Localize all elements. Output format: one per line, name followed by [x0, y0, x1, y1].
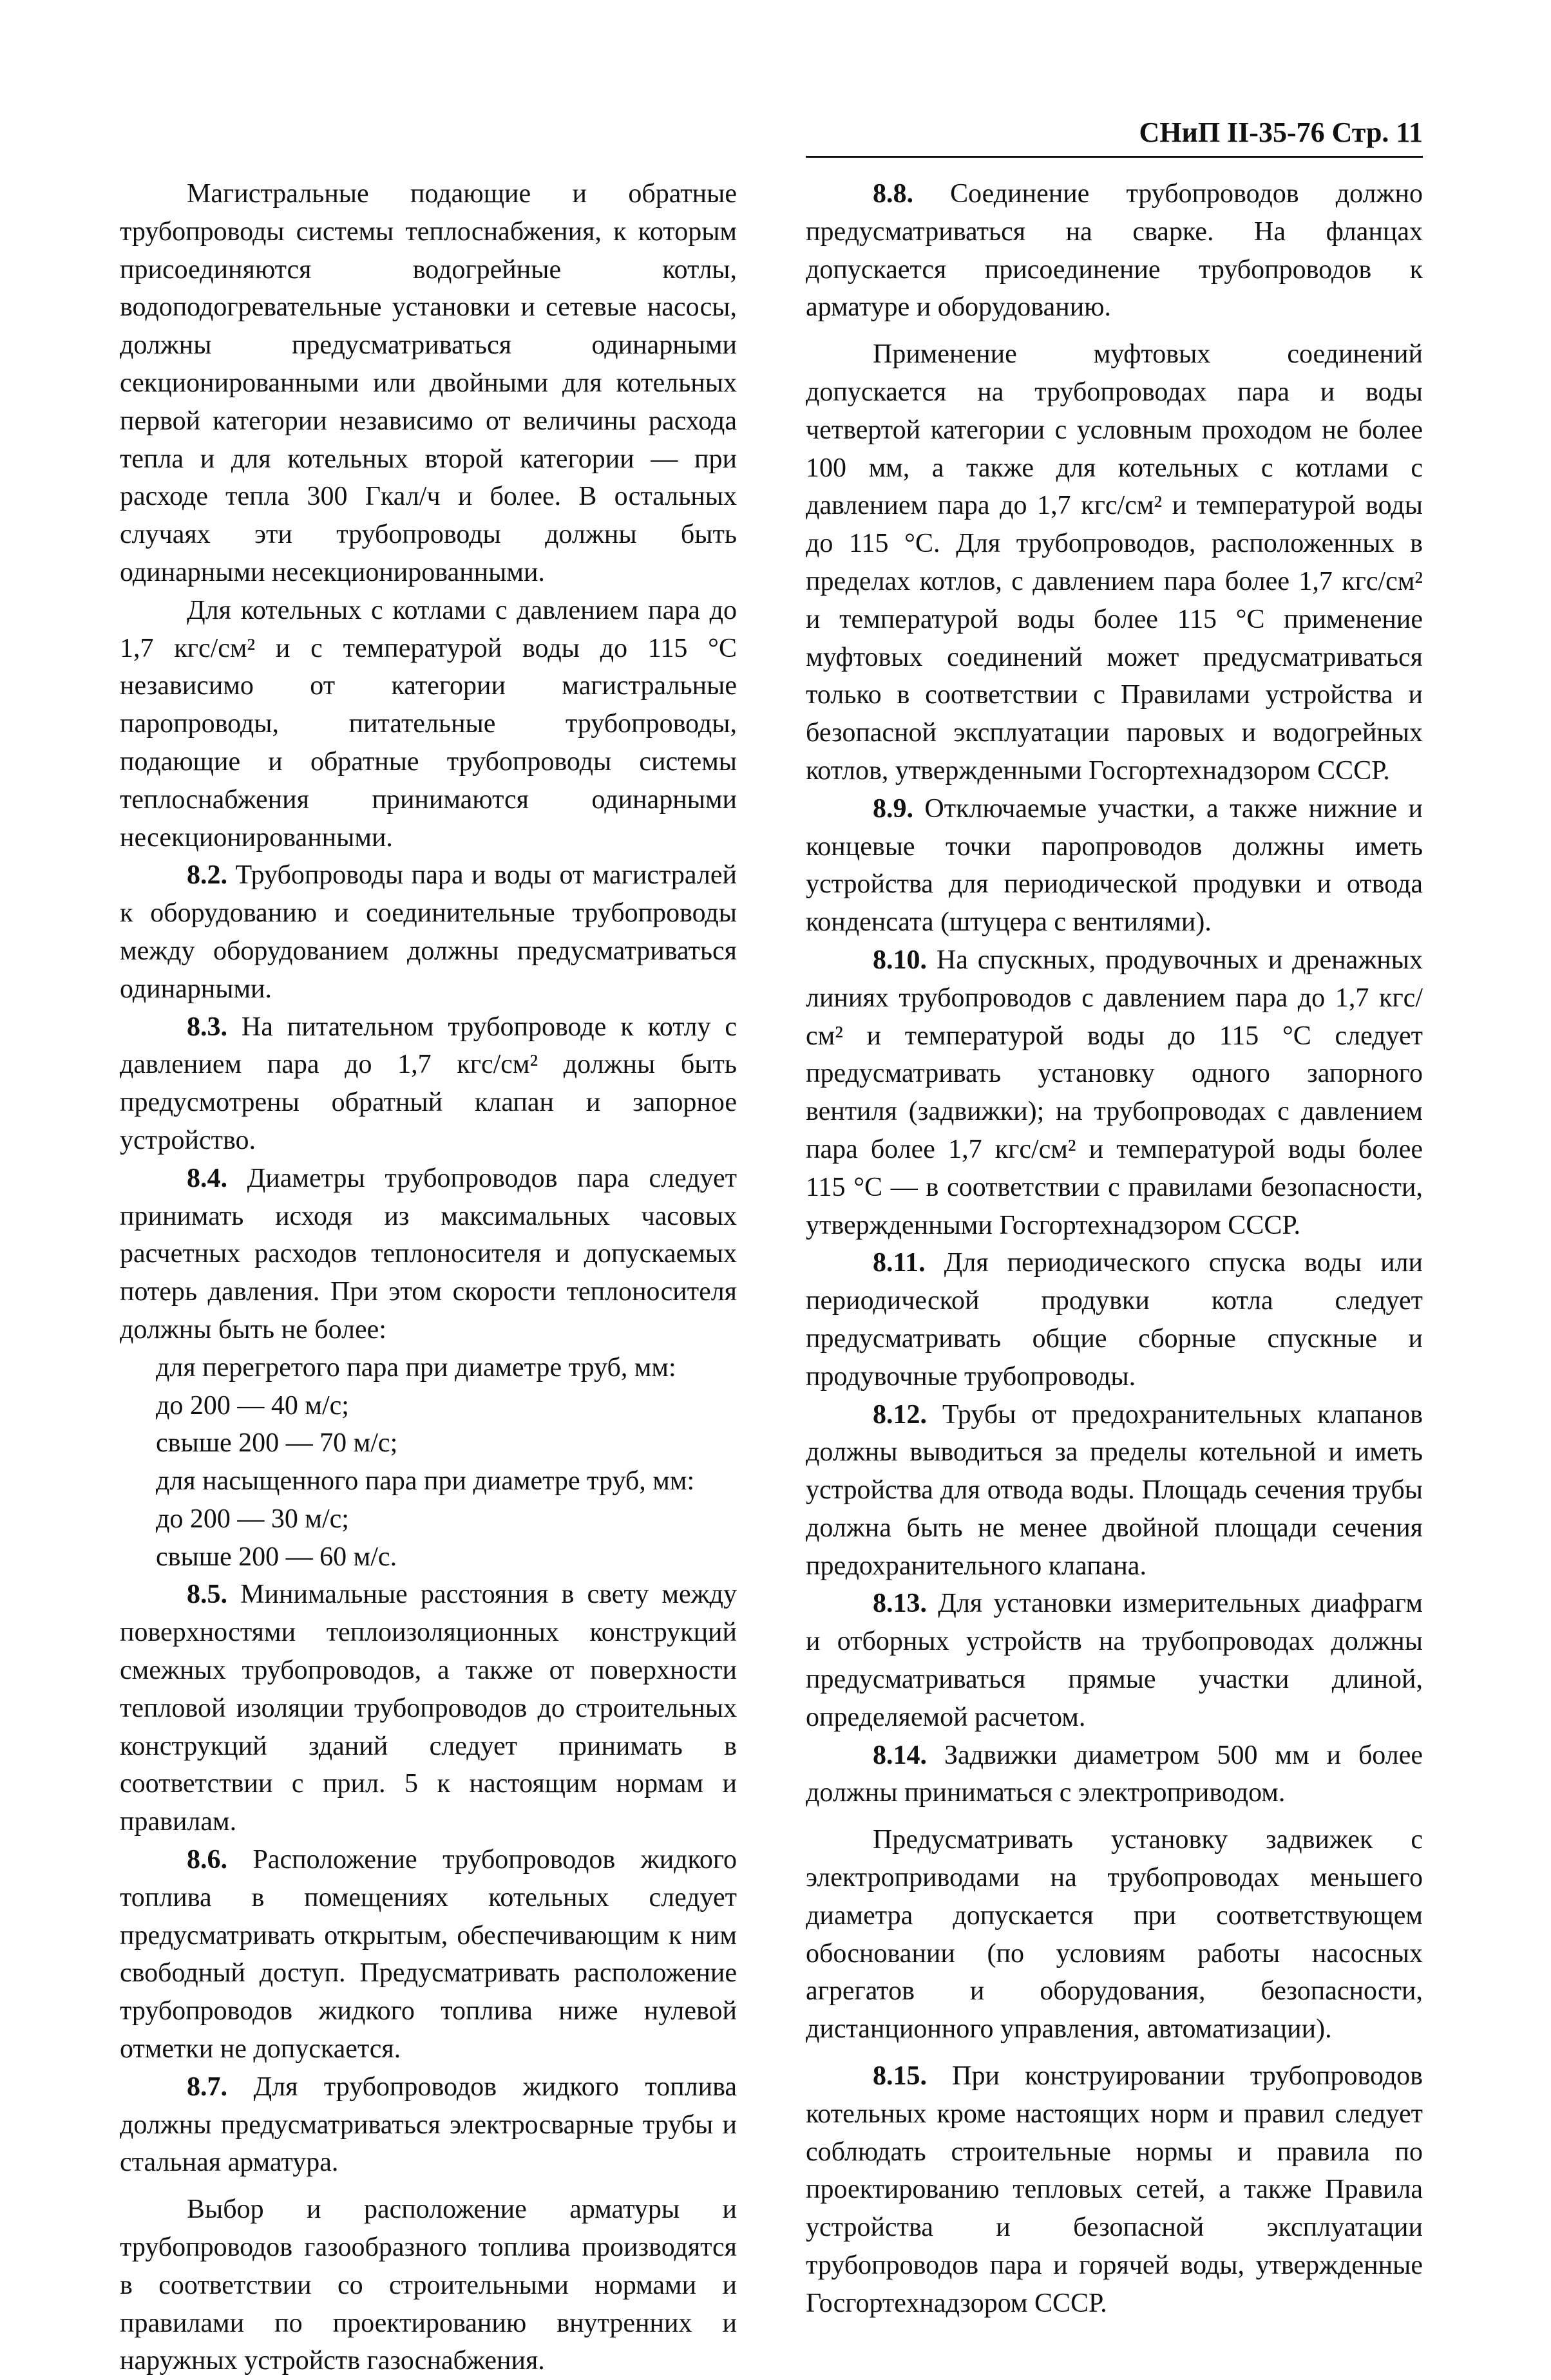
list-item: до 200 — 30 м/с;: [156, 1504, 349, 1534]
list-item: свыше 200 — 70 м/с;: [156, 1428, 398, 1459]
clause-8-9: 8.9. Отключаемые участки, а также нижние и концевые точки паропроводов должны иметь устройства для периодической продувки и отвода конденсата (штуцера с вентилями).: [806, 793, 1423, 938]
clause-8-12: 8.12. Трубы от предохранительных клапанов должны выводиться за пределы котельной и иметь устройства для отвода воды. Площадь сечения трубы должна быть не менее двойной площади сечения предохранительного клапана.: [806, 1399, 1423, 1581]
list-item: для перегретого пара при диаметре труб, мм:: [156, 1352, 676, 1383]
paragraph: Для котельных с котлами с давлением пара до 1,7 кгс/см² и с температурой воды до 115 °С независимо от категории магистральные паропроводы, питательные трубопроводы, подающие и обратные трубопроводы системы теплоснабжения принимаются одинарными несекционированными.: [120, 595, 737, 853]
list-item: до 200 — 40 м/с;: [156, 1390, 349, 1421]
paragraph: Предусматривать установку задвижек с электроприводами на трубопроводах меньшего диаметра допускается при соответствующем обосновании (по условиям работы насосных агрегатов и оборудования, безопасности, дистанционного управления, автоматизации).: [806, 1825, 1423, 2045]
clause-8-14: 8.14. Задвижки диаметром 500 мм и более должны приниматься с электроприводом.: [806, 1740, 1423, 1808]
paragraph: Магистральные подающие и обратные трубопроводы системы теплоснабжения, к которым присоединяются водогрейные котлы, водоподогревательные установки и сетевые насосы, должны предусматриваться одинарными секционированными или двойными для котельных первой категории независимо от величины расхода тепла и для котельных второй категории — при расходе тепла 300 Гкал/ч и более. В остальных случаях эти трубопроводы должны быть одинарными несекционированными.: [120, 179, 737, 587]
clause-8-5: 8.5. Минимальные расстояния в свету между поверхностями теплоизоляционных конструкций смежных трубопроводов, а также от поверхности тепловой изоляции трубопроводов до строительных конструкций зданий следует принимать в соответствии с прил. 5 к настоящим нормам и правилам.: [120, 1580, 737, 1837]
list-item: для насыщенного пара при диаметре труб, мм:: [156, 1466, 695, 1497]
clause-8-4: 8.4. Диаметры трубопроводов пара следует принимать исходя из максимальных часовых расчетных расходов теплоносителя и допускаемых потерь давления. При этом скорости теплоносителя должны быть не более:: [120, 1163, 737, 1345]
clause-8-2: 8.2. Трубопроводы пара и воды от магистралей к оборудованию и соединительные трубопроводы между оборудованием должны предусматриваться одинарными.: [120, 860, 737, 1004]
paragraph: Применение муфтовых соединений допускается на трубопроводах пара и воды четвертой категории с условным проходом не более 100 мм, а также для котельных с котлами с давлением пара до 1,7 кгс/см² и температурой воды до 115 °С. Для трубопроводов, расположенных в пределах котлов, с давлением пара более 1,7 кгс/см² и температурой воды более 115 °С применение муфтовых соединений может предусматриваться только в соответствии с Правилами устройства и безопасной эксплуатации паровых и водогрейных котлов, утвержденными Госгортехнадзором СССР.: [806, 339, 1423, 786]
clause-8-6: 8.6. Расположение трубопроводов жидкого топлива в помещениях котельных следует предусматривать открытым, обеспечивающим к ним свободный доступ. Предусматривать расположение трубопроводов жидкого топлива ниже нулевой отметки не допускается.: [120, 1845, 737, 2064]
list-item: свыше 200 — 60 м/с.: [156, 1542, 397, 1572]
clause-8-8: 8.8. Соединение трубопроводов должно предусматриваться на сварке. На фланцах допускается присоединение трубопроводов к арматуре и оборудованию.: [806, 179, 1423, 323]
clause-8-11: 8.11. Для периодического спуска воды или периодической продувки котла следует предусматривать общие сборные спускные и продувочные трубопроводы.: [806, 1248, 1423, 1392]
clause-8-7: 8.7. Для трубопроводов жидкого топлива должны предусматриваться электросварные трубы и стальная арматура.: [120, 2072, 737, 2178]
page-header: СНиП II-35-76 Стр. 11: [806, 113, 1423, 158]
clause-8-10: 8.10. На спускных, продувочных и дренажных линиях трубопроводов с давлением пара до 1,7 кгс/см² и температурой воды до 115 °С следует предусматривать установку одного запорного вентиля (задвижки); на трубопроводах с давлением пара более 1,7 кгс/см² и температурой воды более 115 °С — в соответствии с правилами безопасности, утвержденными Госгортехнадзором СССР.: [806, 945, 1423, 1240]
clause-8-15: 8.15. При конструировании трубопроводов котельных кроме настоящих норм и правил следует соблюдать строительные нормы и правила по проектированию тепловых сетей, а также Правила устройства и безопасной эксплуатации трубопроводов пара и горячей воды, утвержденные Госгортехнадзором СССР.: [806, 2061, 1423, 2318]
right-column: [806, 175, 1423, 2323]
clause-8-13: 8.13. Для установки измерительных диафрагм и отборных устройств на трубопроводах должны предусматриваться прямые участки длиной, определяемой расчетом.: [806, 1589, 1423, 1732]
clause-8-3: 8.3. На питательном трубопроводе к котлу с давлением пара до 1,7 кгс/см² должны быть предусмотрены обратный клапан и запорное устройство.: [120, 1012, 737, 1155]
left-column: [120, 175, 737, 2380]
paragraph: Выбор и расположение арматуры и трубопроводов газообразного топлива производятся в соответствии со строительными нормами и правилами по проектированию внутренних и наружных устройств газоснабжения.: [120, 2195, 737, 2376]
